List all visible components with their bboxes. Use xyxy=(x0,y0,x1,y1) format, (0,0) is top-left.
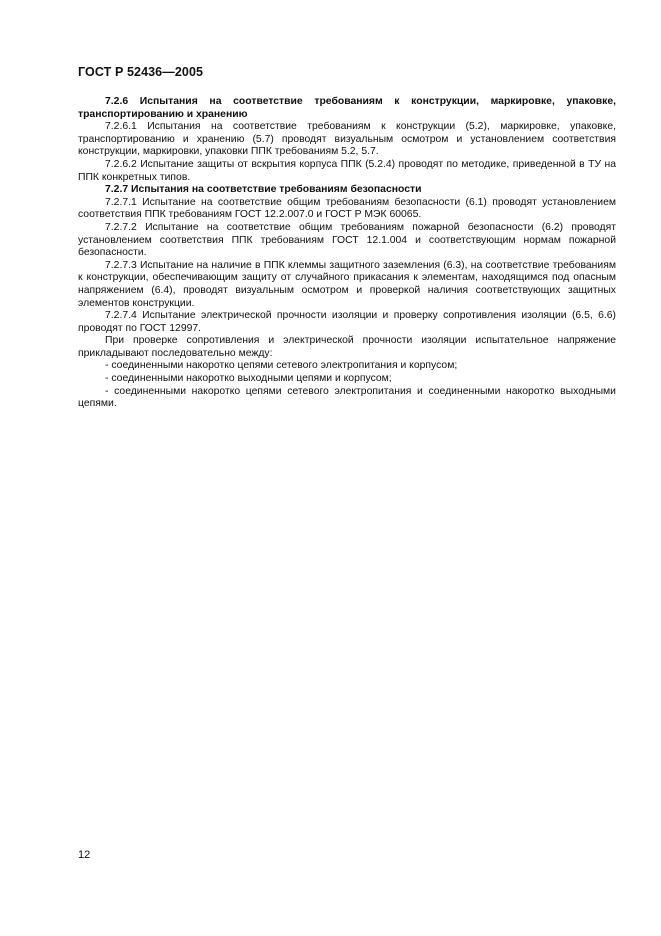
document-code: ГОСТ Р 52436—2005 xyxy=(78,65,204,79)
section-heading-7-2-6: 7.2.6 Испытания на соответствие требованиям к конструкции, маркировке, упаковке, транспортированию и хранению xyxy=(78,96,616,120)
paragraph-7-2-7-1: 7.2.7.1 Испытание на соответствие общим требованиям безопасности (6.1) проводят установлением соответствия ППК требованиям ГОСТ 12.2.007.0 и ГОСТ Р МЭК 60065. xyxy=(78,196,616,221)
paragraph-7-2-7-4: 7.2.7.4 Испытание электрической прочности изоляции и проверку сопротивления изоляции (6.5, 6.6) проводят по ГОСТ 12997. xyxy=(78,310,616,334)
list-item: - соединенными накоротко цепями сетевого электропитания и корпусом; xyxy=(105,360,458,372)
paragraph-7-2-7-2: 7.2.7.2 Испытание на соответствие общим требованиям пожарной безопасности (6.2) проводят установлением соответствия ППК требованиям ГОСТ 12.1.004 и соответствующим нормам пожарной безопасности. xyxy=(78,221,616,259)
paragraph-7-2-6-1: 7.2.6.1 Испытания на соответствие требованиям к конструкции (5.2), маркировке, упаковке, транспортированию и хранению (5.7) проводят визуальным осмотром и установлением соответствия конструкции, маркировки, упаковки ППК требованиям 5.2, 5.7. xyxy=(78,121,616,158)
paragraph-intro: При проверке сопротивления и электрической прочности изоляции испытательное напряжение прикладывают последовательно между: xyxy=(78,335,616,359)
section-heading-7-2-7: 7.2.7 Испытания на соответствие требованиям безопасности xyxy=(105,184,422,196)
list-item: - соединенными накоротко цепями сетевого электропитания и соединенными накоротко выходными цепями. xyxy=(78,385,616,410)
paragraph-7-2-6-2: 7.2.6.2 Испытание защиты от вскрытия корпуса ППК (5.2.4) проводят по методике, приведенной в ТУ на ППК конкретных типов. xyxy=(78,158,616,183)
document-body xyxy=(78,96,616,411)
list-item: - соединенными накоротко выходными цепями и корпусом; xyxy=(105,373,392,385)
paragraph-7-2-7-3: 7.2.7.3 Испытание на наличие в ППК клеммы защитного заземления (6.3), на соответствие требованиям к конструкции, обеспечивающим защиту от случайного прикасания к элементам, находящимся под опасным напряжением (6.4), проводят визуальным осмотром и проверкой наличия соответствующих защитных элементов конструкции. xyxy=(78,259,616,309)
page-number: 12 xyxy=(78,849,91,861)
